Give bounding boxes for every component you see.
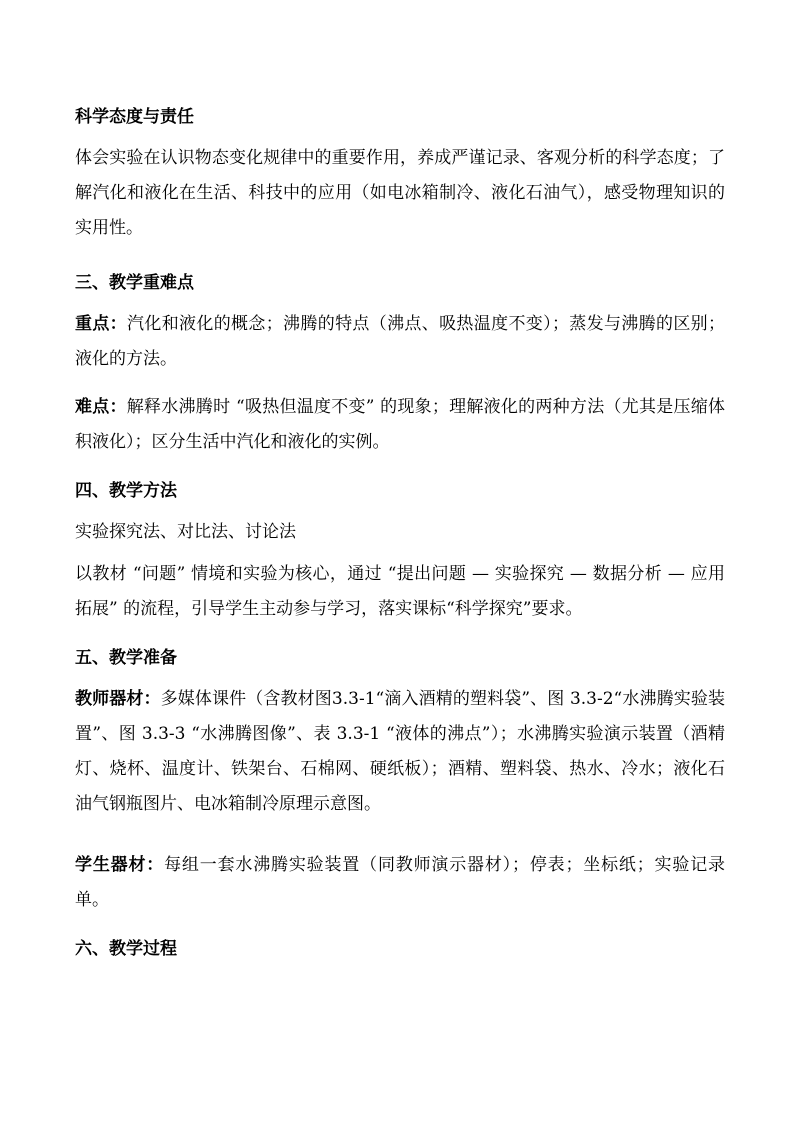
key-points-label: 重点： — [75, 314, 128, 334]
section6-heading: 六、教学过程 — [75, 939, 177, 959]
difficult-points-paragraph — [75, 390, 725, 460]
student-equipment-label: 学生器材： — [75, 855, 165, 875]
difficult-points-text: 解释水沸腾时 “吸热但温度不变” 的现象；理解液化的两种方法（尤其是压缩体积液化）；区分生活中汽化和液化的实例。 — [75, 397, 725, 452]
teaching-methods: 实验探究法、对比法、讨论法 — [75, 522, 296, 542]
teacher-equipment-paragraph — [75, 682, 725, 822]
key-points-paragraph — [75, 307, 725, 377]
difficult-points-label: 难点： — [75, 397, 127, 417]
section5-heading: 五、教学准备 — [75, 648, 177, 668]
key-points-text: 汽化和液化的概念；沸腾的特点（沸点、吸热温度不变）；蒸发与沸腾的区别；液化的方法。 — [75, 314, 726, 369]
section4-heading: 四、教学方法 — [75, 481, 177, 501]
teaching-methods-description: 以教材 “问题” 情境和实验为核心，通过 “提出问题 — 实验探究 — 数据分析 — 应用拓展” 的流程，引导学生主动参与学习，落实课标“科学探究”要求。 — [75, 564, 725, 619]
section3-heading: 三、教学重难点 — [75, 273, 194, 293]
student-equipment-paragraph — [75, 848, 725, 918]
teacher-equipment-label: 教师器材： — [75, 689, 161, 709]
student-equipment-text: 每组一套水沸腾实验装置（同教师演示器材）；停表；坐标纸；实验记录单。 — [75, 855, 726, 910]
attitude-heading: 科学态度与责任 — [75, 107, 194, 127]
attitude-body: 体会实验在认识物态变化规律中的重要作用，养成严谨记录、客观分析的科学态度；了解汽化和液化在生活、科技中的应用（如电冰箱制冷、液化石油气），感受物理知识的实用性。 — [75, 148, 725, 238]
teacher-equipment-text: 多媒体课件（含教材图3.3-1“滴入酒精的塑料袋”、图 3.3-2“水沸腾实验装置”、图 3.3-3 “水沸腾图像”、表 3.3-1 “液体的沸点”）；水沸腾实验演示装置（酒精灯、烧杯、温度计、铁架台、石棉网、硬纸板）；酒精、塑料袋、热水、冷水；液化石油气钢瓶图片、电冰箱制冷原理示意图。 — [75, 689, 725, 814]
